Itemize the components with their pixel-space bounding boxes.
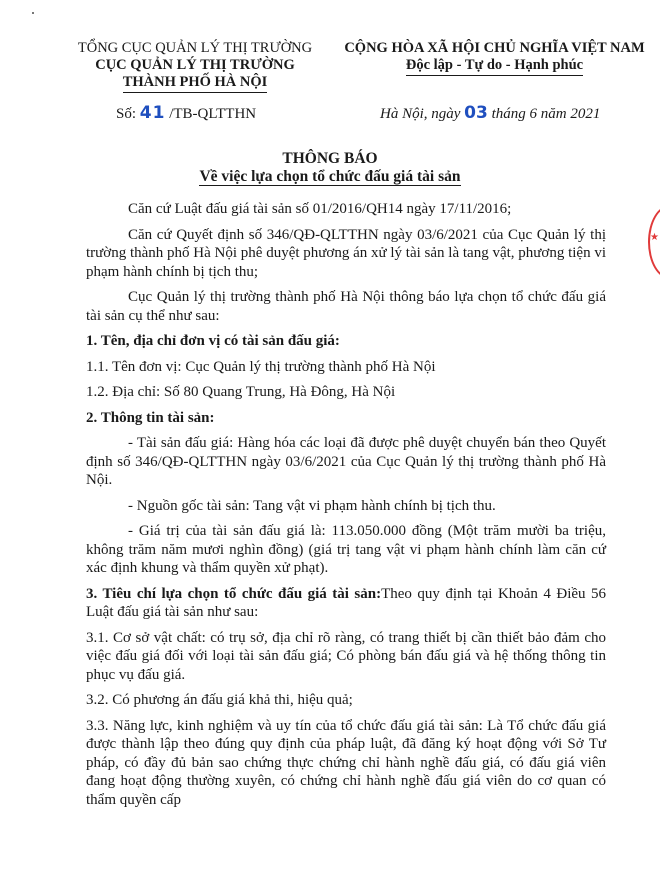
agency-name-line1: CỤC QUẢN LÝ THỊ TRƯỜNG [95, 57, 295, 73]
agency-name-line2: THÀNH PHỐ HÀ NỘI [123, 74, 268, 93]
national-motto: Độc lập - Tự do - Hạnh phúc [406, 57, 583, 76]
parent-agency-name: TỔNG CỤC QUẢN LÝ THỊ TRƯỜNG [77, 40, 313, 56]
section-3-3: 3.3. Năng lực, kinh nghiệm và uy tín của tổ chức đấu giá tài sản: Là Tổ chức đấu giá được thành lập theo đúng quy định của pháp luật, đã đăng ký hoạt động với Sở Tư pháp, có đầy đủ bản sao chứng thực chứng chỉ hành nghề đấu giá, có đấu giá viên đang hoạt động thường xuyên, có chứng chỉ hành nghề đấu giá viên do cơ quan có thẩm quyền cấp [86, 717, 606, 808]
section-3-1: 3.1. Cơ sở vật chất: có trụ sở, địa chỉ rõ ràng, có trang thiết bị cần thiết bảo đảm cho việc đấu giá đối với loại tài sản đấu giá; Có phòng bán đấu giá và hệ thống thông tin phục vụ đấu giá. [86, 629, 606, 683]
date-day-handwritten: 03 [464, 103, 488, 123]
document-subtitle [0, 168, 660, 186]
section-3-paragraph [86, 585, 606, 622]
section-1-heading: 1. Tên, địa chỉ đơn vị có tài sản đấu giá: [86, 333, 340, 349]
subtitle-text: Về việc lựa chọn tổ chức đấu giá tài sản [199, 168, 461, 185]
legal-basis-1: Căn cứ Luật đấu giá tài sản số 01/2016/QH14 ngày 17/11/2016; [128, 201, 512, 217]
issuing-agency-header [60, 40, 330, 93]
date-suffix: tháng 6 năm 2021 [491, 106, 601, 122]
doc-number-prefix: Số: [116, 106, 137, 122]
legal-basis-2: Căn cứ Quyết định số 346/QĐ-QLTTHN ngày 03/6/2021 của Cục Quản lý thị trường thành phố Hà Nội phê duyệt phương án xử lý tài sản là tang vật, phương tiện vi phạm hành chính bị tịch thu; [86, 226, 606, 280]
section-1-1: 1.1. Tên đơn vị: Cục Quản lý thị trường thành phố Hà Nội [86, 358, 436, 375]
seal-star-icon: ★ [650, 232, 659, 243]
document-title: THÔNG BÁO [282, 150, 378, 167]
section-3-heading: 3. Tiêu chí lựa chọn tổ chức đấu giá tài sản: [86, 585, 382, 602]
document-body [86, 200, 606, 816]
national-header [332, 40, 657, 76]
document-number [116, 103, 256, 123]
doc-number-suffix: /TB-QLTTHN [169, 106, 257, 122]
section-3-heading-rest: Theo quy định tại Khoản 4 Điều 56 Luật đấu giá tài sản như sau: [86, 585, 606, 620]
asset-value: - Giá trị của tài sản đấu giá là: 113.050.000 đồng (Một trăm mười ba triệu, không trăm năm mươi nghìn đồng) (giá trị tang vật vi phạm hành chính làm căn cứ xác định khung và thẩm quyền xử phạt). [86, 523, 606, 576]
section-2-heading: 2. Thông tin tài sản: [86, 409, 215, 426]
date-prefix: Hà Nội, ngày [380, 106, 461, 122]
scan-speck [32, 12, 34, 14]
doc-number-handwritten: 41 [139, 103, 166, 123]
document-date [380, 103, 600, 123]
national-title: CỘNG HÒA XÃ HỘI CHỦ NGHĨA VIỆT NAM [344, 40, 645, 56]
intro-paragraph: Cục Quản lý thị trường thành phố Hà Nội thông báo lựa chọn tổ chức đấu giá tài sản cụ thể như sau: [86, 289, 606, 324]
asset-origin: - Nguồn gốc tài sản: Tang vật vi phạm hành chính bị tịch thu. [128, 497, 496, 514]
section-3-2: 3.2. Có phương án đấu giá khả thi, hiệu quả; [86, 692, 353, 708]
asset-description: - Tài sản đấu giá: Hàng hóa các loại đã được phê duyệt chuyển bán theo Quyết định số 346/QĐ-QLTTHN ngày 03/6/2021 của Cục Quản lý thị trường thành phố Hà Nội. [86, 435, 606, 488]
section-1-2: 1.2. Địa chỉ: Số 80 Quang Trung, Hà Đông, Hà Nội [86, 384, 396, 400]
